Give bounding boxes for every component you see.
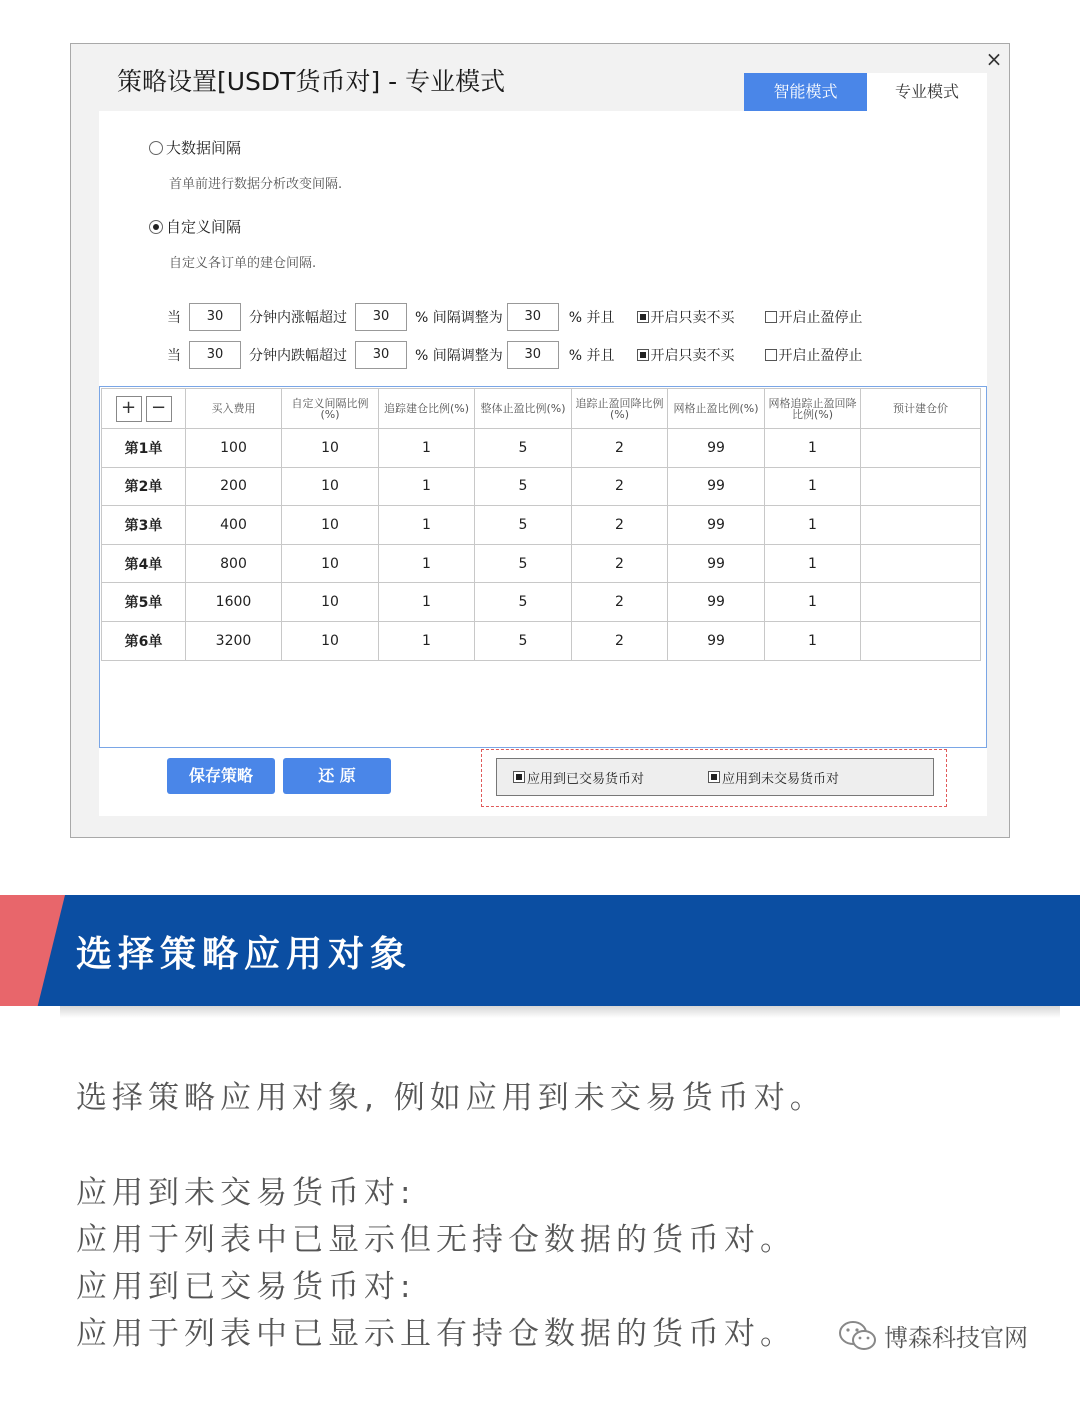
fall-pct-input[interactable]: 30 bbox=[355, 341, 407, 369]
table-cell[interactable]: 1 bbox=[765, 583, 861, 622]
tab-pro-mode[interactable]: 专业模式 bbox=[867, 73, 987, 111]
table-cell[interactable]: 2 bbox=[572, 467, 668, 506]
table-cell[interactable]: 1600 bbox=[186, 583, 282, 622]
table-cell[interactable]: 1 bbox=[379, 544, 475, 583]
row-label: 第4单 bbox=[102, 544, 186, 583]
rise-condition-row bbox=[167, 303, 863, 331]
fall-stop-box[interactable] bbox=[765, 349, 777, 361]
rise-stop-label: 开启止盈停止 bbox=[778, 310, 863, 326]
column-header: 整体止盈比例(%) bbox=[475, 389, 572, 429]
table-cell[interactable]: 99 bbox=[668, 506, 765, 545]
body-line-2: 应用到未交易货币对: bbox=[76, 1175, 416, 1211]
table-cell[interactable]: 10 bbox=[282, 429, 379, 468]
table-cell[interactable] bbox=[861, 583, 981, 622]
option-custom-label: 自定义间隔 bbox=[166, 218, 242, 236]
table-cell[interactable] bbox=[861, 429, 981, 468]
column-header: 追踪止盈回降比例(%) bbox=[572, 389, 668, 429]
table-row bbox=[102, 429, 981, 468]
restore-button[interactable]: 还 原 bbox=[283, 758, 391, 794]
table-cell[interactable] bbox=[861, 544, 981, 583]
table-cell[interactable]: 99 bbox=[668, 621, 765, 660]
rise-minutes-input[interactable]: 30 bbox=[189, 303, 241, 331]
column-header: 追踪建仓比例(%) bbox=[379, 389, 475, 429]
strategy-dialog bbox=[70, 43, 1010, 838]
table-cell[interactable]: 10 bbox=[282, 544, 379, 583]
option-custom-desc: 自定义各订单的建仓间隔. bbox=[169, 256, 317, 271]
rise-sell-only-label: 开启只卖不买 bbox=[650, 310, 735, 326]
body-line-1: 选择策略应用对象, 例如应用到未交易货币对。 bbox=[76, 1080, 826, 1116]
table-cell[interactable] bbox=[861, 467, 981, 506]
option-bigdata[interactable] bbox=[149, 137, 241, 158]
banner-title: 选择策略应用对象 bbox=[76, 934, 413, 975]
table-cell[interactable]: 99 bbox=[668, 583, 765, 622]
table-cell[interactable]: 3200 bbox=[186, 621, 282, 660]
body-line-4: 应用到已交易货币对: bbox=[76, 1269, 416, 1305]
table-row bbox=[102, 506, 981, 545]
save-strategy-button[interactable]: 保存策略 bbox=[167, 758, 275, 794]
table-row bbox=[102, 583, 981, 622]
body-line-5: 应用于列表中已显示且有持仓数据的货币对。 bbox=[76, 1316, 796, 1352]
footer-brand: 博森科技官网 bbox=[884, 1324, 1028, 1352]
table-cell[interactable]: 99 bbox=[668, 467, 765, 506]
row-label: 第2单 bbox=[102, 467, 186, 506]
table-cell[interactable]: 5 bbox=[475, 583, 572, 622]
row-label: 第3单 bbox=[102, 506, 186, 545]
footer-watermark bbox=[838, 1318, 1028, 1353]
table-cell[interactable] bbox=[861, 506, 981, 545]
table-cell[interactable]: 200 bbox=[186, 467, 282, 506]
table-cell[interactable]: 5 bbox=[475, 467, 572, 506]
column-header: 网格止盈比例(%) bbox=[668, 389, 765, 429]
table-cell[interactable]: 2 bbox=[572, 429, 668, 468]
orders-grid bbox=[99, 386, 987, 748]
apply-target-box bbox=[496, 758, 934, 796]
table-cell[interactable]: 10 bbox=[282, 583, 379, 622]
column-header: 预计建仓价 bbox=[861, 389, 981, 429]
wechat-icon bbox=[838, 1319, 878, 1353]
rise-sell-only-checkbox[interactable] bbox=[637, 307, 735, 327]
fall-adjust-input[interactable]: 30 bbox=[507, 341, 559, 369]
table-cell[interactable]: 800 bbox=[186, 544, 282, 583]
table-cell[interactable]: 99 bbox=[668, 544, 765, 583]
table-header-row bbox=[102, 389, 981, 429]
rise-adjust-label: % 间隔调整为 bbox=[415, 310, 503, 326]
table-cell[interactable]: 1 bbox=[765, 621, 861, 660]
row-label: 第5单 bbox=[102, 583, 186, 622]
rise-stop-box[interactable] bbox=[765, 311, 777, 323]
table-row bbox=[102, 544, 981, 583]
column-header: 买入费用 bbox=[186, 389, 282, 429]
table-cell[interactable]: 5 bbox=[475, 544, 572, 583]
close-icon[interactable]: × bbox=[985, 47, 1003, 71]
fall-sell-only-box[interactable] bbox=[637, 349, 649, 361]
rise-sell-only-box[interactable] bbox=[637, 311, 649, 323]
option-custom[interactable] bbox=[149, 216, 241, 237]
rise-and-label: % 并且 bbox=[568, 310, 615, 326]
rise-mid-label: 分钟内涨幅超过 bbox=[249, 310, 347, 326]
table-row bbox=[102, 467, 981, 506]
fall-and-label: % 并且 bbox=[568, 348, 615, 364]
table-cell[interactable]: 99 bbox=[668, 429, 765, 468]
fall-adjust-label: % 间隔调整为 bbox=[415, 348, 503, 364]
option-bigdata-label: 大数据间隔 bbox=[166, 139, 242, 157]
table-cell[interactable]: 5 bbox=[475, 506, 572, 545]
fall-stop-label: 开启止盈停止 bbox=[778, 348, 863, 364]
column-header: 网格追踪止盈回降比例(%) bbox=[765, 389, 861, 429]
table-cell[interactable]: 1 bbox=[379, 621, 475, 660]
fall-sell-only-checkbox[interactable] bbox=[637, 345, 735, 365]
apply-traded-checkbox[interactable] bbox=[513, 768, 644, 787]
orders-table-body bbox=[102, 429, 981, 661]
row-label: 第1单 bbox=[102, 429, 186, 468]
fall-prefix: 当 bbox=[167, 348, 181, 364]
table-cell[interactable]: 1 bbox=[379, 429, 475, 468]
table-cell[interactable]: 1 bbox=[379, 467, 475, 506]
apply-traded-box[interactable] bbox=[513, 771, 525, 783]
header-add-remove bbox=[102, 389, 186, 429]
add-row-button[interactable]: + bbox=[116, 396, 142, 422]
apply-untraded-box[interactable] bbox=[708, 771, 720, 783]
table-cell[interactable]: 2 bbox=[572, 583, 668, 622]
rise-stop-checkbox[interactable] bbox=[765, 307, 863, 327]
settings-panel bbox=[99, 111, 987, 816]
orders-table bbox=[101, 388, 981, 661]
rise-pct-input[interactable]: 30 bbox=[355, 303, 407, 331]
apply-target-highlight bbox=[481, 749, 947, 807]
tab-smart-mode[interactable]: 智能模式 bbox=[744, 73, 867, 111]
fall-stop-checkbox[interactable] bbox=[765, 345, 863, 365]
remove-row-button[interactable]: − bbox=[146, 396, 172, 422]
rise-prefix: 当 bbox=[167, 310, 181, 326]
table-cell[interactable]: 10 bbox=[282, 621, 379, 660]
table-cell[interactable]: 5 bbox=[475, 621, 572, 660]
table-cell[interactable]: 1 bbox=[379, 506, 475, 545]
table-cell[interactable]: 1 bbox=[765, 467, 861, 506]
table-cell[interactable]: 1 bbox=[765, 506, 861, 545]
fall-minutes-input[interactable]: 30 bbox=[189, 341, 241, 369]
fall-condition-row bbox=[167, 341, 863, 369]
table-cell[interactable]: 1 bbox=[765, 544, 861, 583]
table-cell[interactable]: 400 bbox=[186, 506, 282, 545]
fall-sell-only-label: 开启只卖不买 bbox=[650, 348, 735, 364]
table-cell[interactable]: 10 bbox=[282, 506, 379, 545]
table-cell[interactable]: 2 bbox=[572, 506, 668, 545]
table-cell[interactable]: 2 bbox=[572, 544, 668, 583]
dialog-title: 策略设置[USDT货币对] - 专业模式 bbox=[117, 67, 506, 96]
apply-untraded-label: 应用到未交易货币对 bbox=[722, 771, 840, 787]
fall-mid-label: 分钟内跌幅超过 bbox=[249, 348, 347, 364]
table-cell[interactable]: 1 bbox=[765, 429, 861, 468]
radio-bigdata[interactable] bbox=[149, 141, 163, 155]
rise-adjust-input[interactable]: 30 bbox=[507, 303, 559, 331]
table-cell[interactable]: 10 bbox=[282, 467, 379, 506]
banner-shadow bbox=[60, 1006, 1060, 1018]
row-label: 第6单 bbox=[102, 621, 186, 660]
apply-untraded-checkbox[interactable] bbox=[708, 768, 839, 787]
table-cell[interactable]: 1 bbox=[379, 583, 475, 622]
table-cell[interactable]: 5 bbox=[475, 429, 572, 468]
option-bigdata-desc: 首单前进行数据分析改变间隔. bbox=[169, 177, 343, 192]
table-cell[interactable]: 2 bbox=[572, 621, 668, 660]
table-cell[interactable]: 100 bbox=[186, 429, 282, 468]
body-line-3: 应用于列表中已显示但无持仓数据的货币对。 bbox=[76, 1222, 796, 1258]
column-header: 自定义间隔比例(%) bbox=[282, 389, 379, 429]
radio-custom[interactable] bbox=[149, 220, 163, 234]
table-cell[interactable] bbox=[861, 621, 981, 660]
apply-traded-label: 应用到已交易货币对 bbox=[527, 771, 645, 787]
table-row bbox=[102, 621, 981, 660]
